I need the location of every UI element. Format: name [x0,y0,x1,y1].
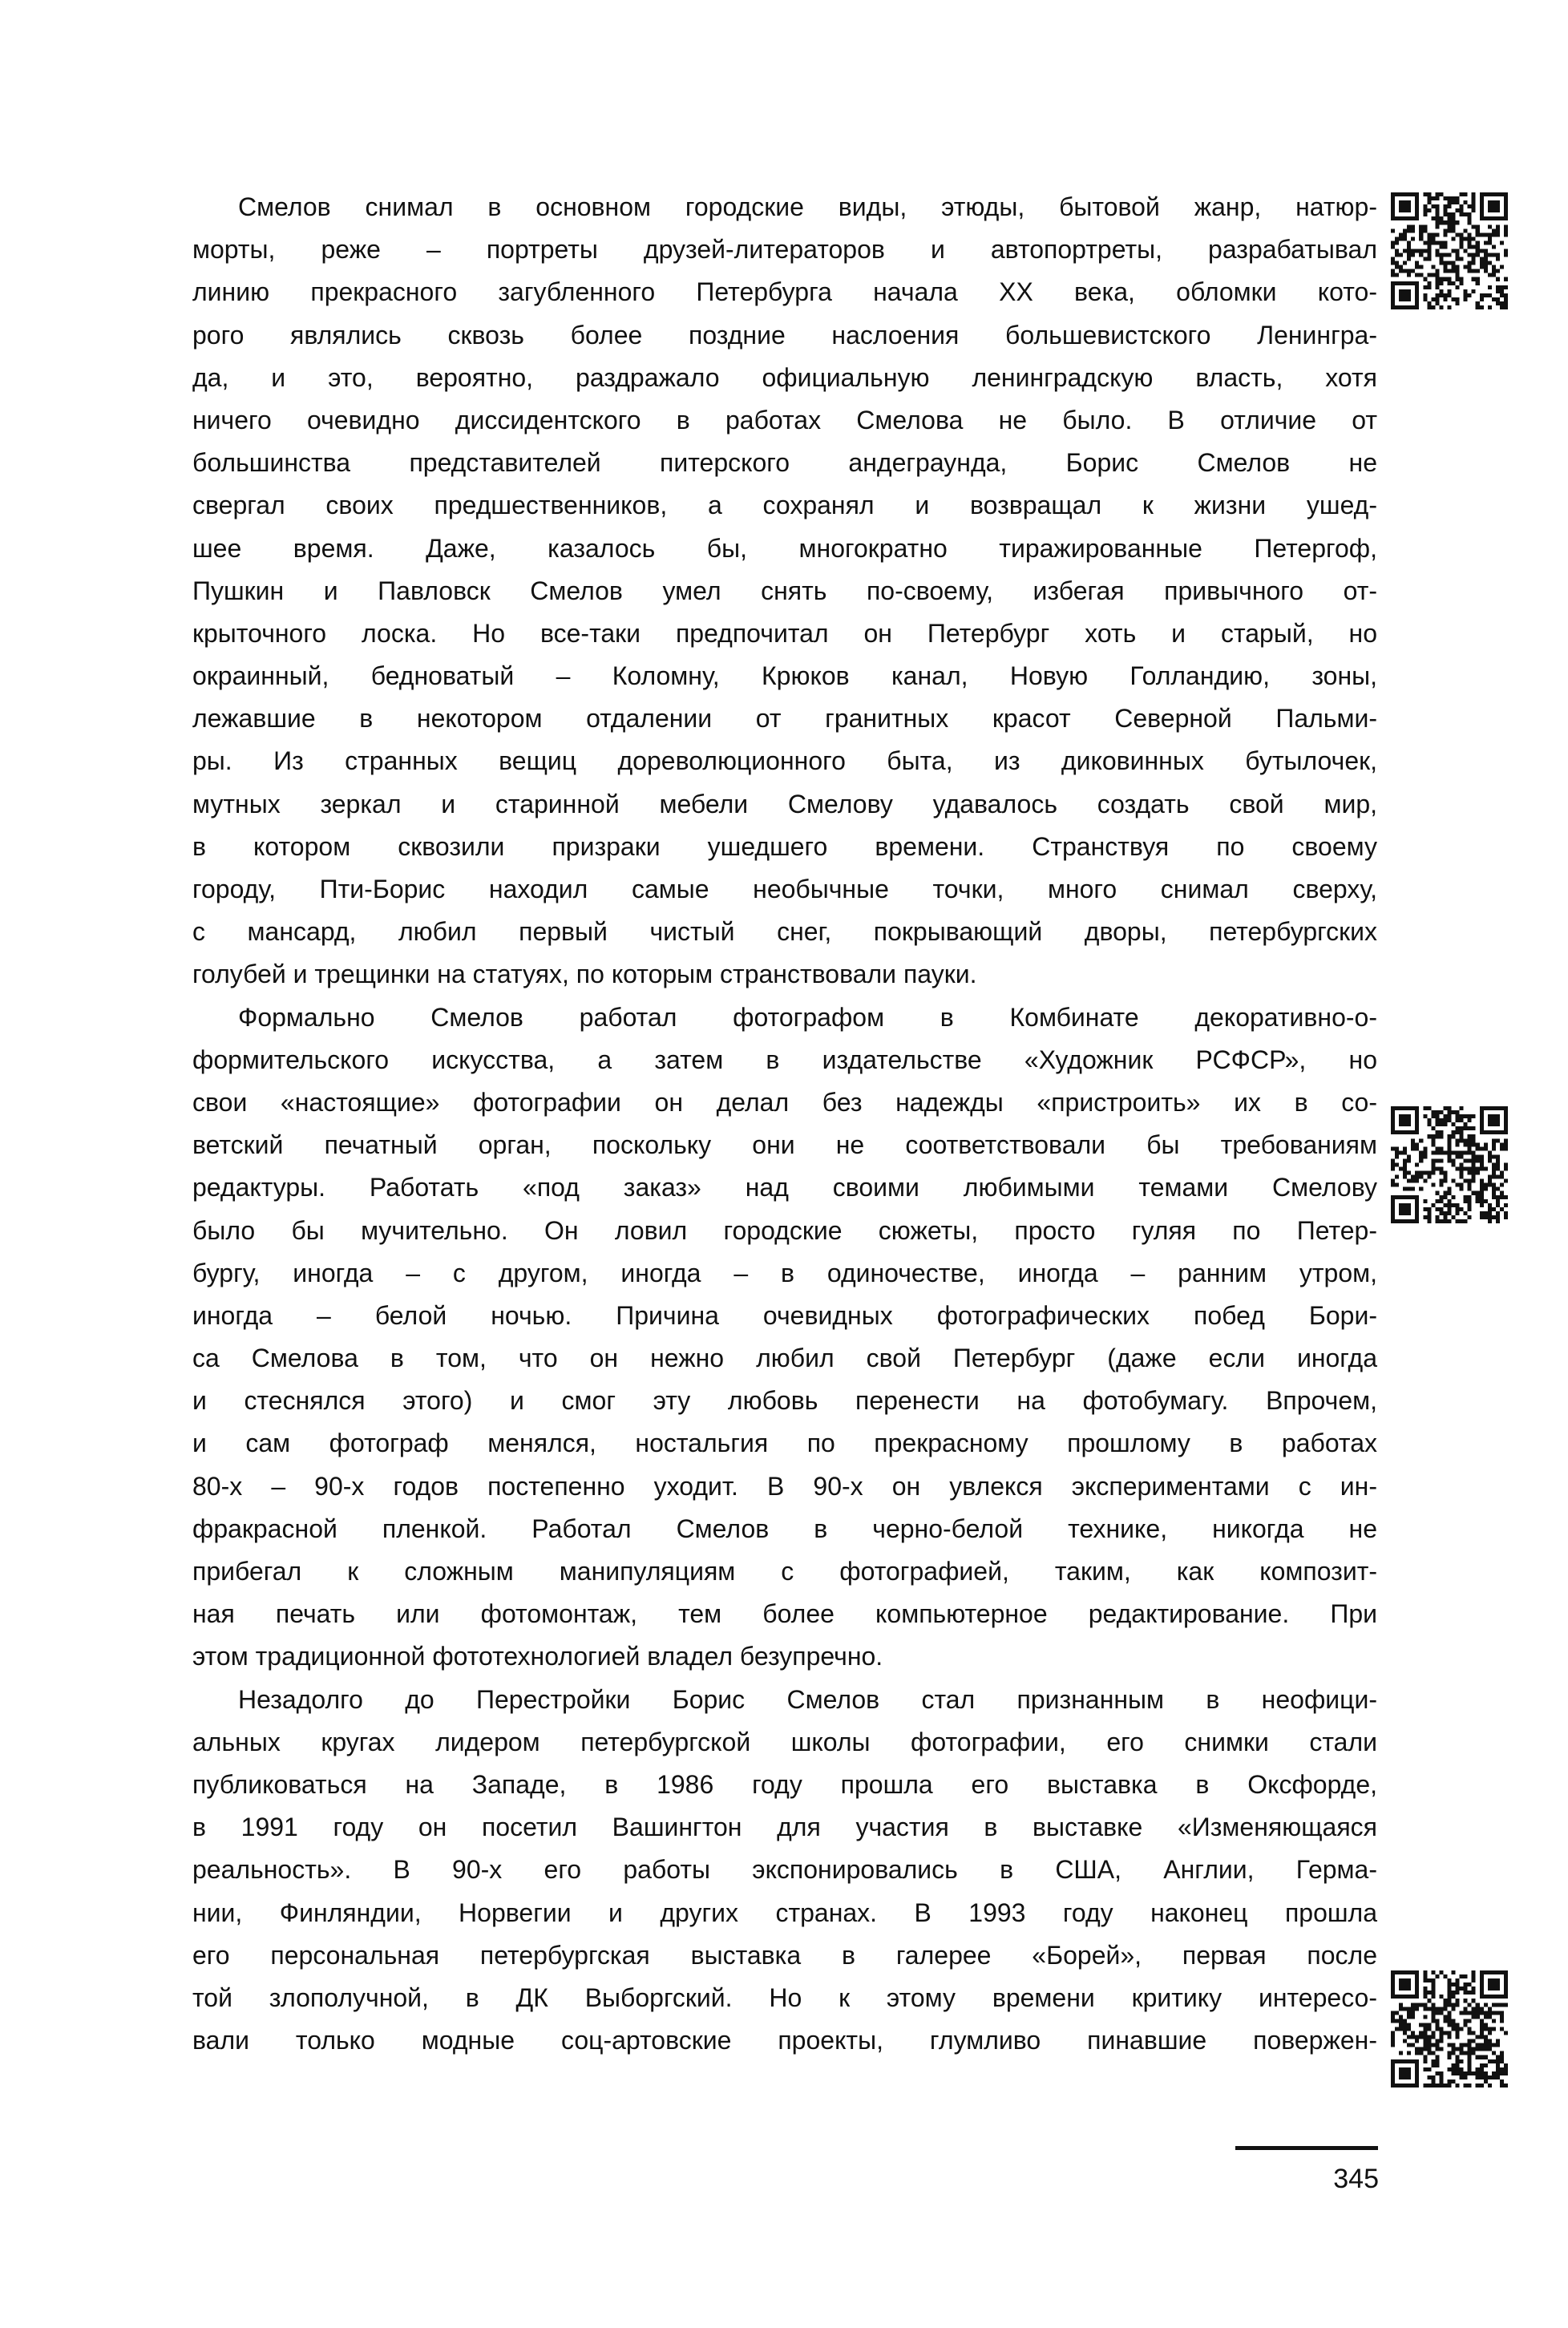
text-line [192,399,1377,442]
text-line [192,740,1377,782]
text-line [192,271,1377,313]
text-line-content: окраинный, бедноватый – Коломну, Крюков канал, Новую Голландию, зоны, [192,661,1377,691]
text-line [192,655,1377,697]
text-line-content: городу, Пти-Борис находил самые необычные точки, много снимал сверху, [192,875,1377,903]
text-line [192,570,1377,612]
qr-code-icon[interactable] [1391,192,1508,309]
text-line [192,1977,1377,2019]
text-line [192,1934,1377,1977]
text-line [192,1422,1377,1465]
text-line-content: в котором сквозили призраки ушедшего времени. Странствуя по своему [192,831,1377,861]
text-line [192,911,1377,953]
text-line [192,697,1377,740]
text-line [192,1721,1377,1764]
text-line-content: мутных зеркал и старинной мебели Смелову удавалось создать свой мир, [192,789,1377,818]
text-line-content: са Смелова в том, что он нежно любил свой Петербург (даже если иногда [192,1344,1377,1373]
text-line-content: Пушкин и Павловск Смелов умел снять по-своему, избегая привычного от- [192,576,1377,605]
text-line-content: ветский печатный орган, поскольку они не соответствовали бы требованиям [192,1130,1377,1160]
text-line-content: нии, Финляндии, Норвегии и других странах. В 1993 году наконец прошла [192,1898,1377,1927]
text-line [192,1337,1377,1380]
text-line-content: фракрасной пленкой. Работал Смелов в черно-белой технике, никогда не [192,1514,1377,1543]
text-line [192,1892,1377,1934]
text-line [192,1806,1377,1849]
text-line [192,1124,1377,1166]
text-line [192,2019,1377,2062]
text-line [192,1550,1377,1593]
text-line-content: ры. Из странных вещиц дореволюционного быта, из диковинных бутылочек, [192,746,1377,776]
text-line [192,1764,1377,1806]
text-line-content: большинства представителей питерского андеграунда, Борис Смелов не [192,448,1377,478]
text-line [192,527,1377,570]
text-line-content: свои «настоящие» фотографии он делал без надежды «пристроить» их в со- [192,1087,1377,1117]
text-line-content: крыточного лоска. Но все-таки предпочитал он Петербург хоть и старый, но [192,618,1377,648]
text-line-content: морты, реже – портреты друзей-литераторов и автопортреты, разрабатывал [192,235,1377,265]
text-line-content: Формально Смелов работал фотографом в Комбинате декоративно-о- [238,1002,1377,1032]
text-line [192,314,1377,357]
text-line-content: иногда – белой ночью. Причина очевидных фотографических побед Бори- [192,1300,1377,1330]
paragraph [192,186,1377,996]
text-line [192,1508,1377,1550]
page-number: 345 [1333,2164,1379,2194]
text-line-content: формительского искусства, а затем в издательстве «Художник РСФСР», но [192,1045,1377,1074]
text-line-content: лежавшие в некотором отдалении от гранитных красот Северной Пальми- [192,704,1377,734]
text-line [192,1849,1377,1891]
text-line-content: публиковаться на Западе, в 1986 году прошла его выставка в Оксфорде, [192,1769,1377,1799]
text-line-content: альных кругах лидером петербургской школы фотографии, его снимки стали [192,1727,1377,1756]
text-line-content: ничего очевидно диссидентского в работах Смелова не было. В отличие от [192,405,1377,434]
text-line [192,1081,1377,1124]
text-line-content: реальность». В 90-х его работы экспонировались в США, Англии, Герма- [192,1855,1377,1885]
text-line-content: Смелов снимал в основном городские виды, этюды, бытовой жанр, натюр- [238,192,1377,221]
text-line-content: с мансард, любил первый чистый снег, покрывающий дворы, петербургских [192,917,1377,947]
text-line-content: и стеснялся этого) и смог эту любовь перенести на фотобумагу. Впрочем, [192,1386,1377,1416]
text-line [192,953,1377,996]
footer-rule [1235,2146,1378,2150]
text-line [192,1380,1377,1422]
text-line-content: и сам фотограф менялся, ностальгия по прекрасному прошлому в работах [192,1429,1377,1458]
text-line [192,783,1377,826]
text-line-content: линию прекрасного загубленного Петербурга начала XX века, обломки кото- [192,277,1377,307]
qr-code-icon[interactable] [1391,1970,1508,2088]
paragraph [192,1679,1377,2063]
text-line [192,357,1377,399]
text-line-content: свергал своих предшественников, а сохранял и возвращал к жизни ушед- [192,491,1377,520]
text-line [192,1593,1377,1635]
text-line-content: Незадолго до Перестройки Борис Смелов стал признанным в неофици- [238,1684,1377,1714]
text-line [192,996,1377,1039]
text-line [192,1039,1377,1081]
text-line-content: прибегал к сложным манипуляциям с фотографией, таким, как композит- [192,1557,1377,1586]
text-line [192,1166,1377,1209]
text-line-content: редактуры. Работать «под заказ» над своими любимыми темами Смелову [192,1173,1377,1202]
text-line [192,228,1377,271]
text-line [192,442,1377,484]
body-text [192,186,1377,2062]
text-line [192,826,1377,868]
text-line-content: ная печать или фотомонтаж, тем более компьютерное редактирование. При [192,1599,1377,1629]
text-line-content: его персональная петербургская выставка в галерее «Борей», первая после [192,1940,1377,1970]
text-line [192,868,1377,911]
text-line-content: шее время. Даже, казалось бы, многократно тиражированные Петергоф, [192,533,1377,563]
text-line [192,612,1377,655]
text-line [192,1679,1377,1721]
text-line [192,186,1377,228]
text-line-content: было бы мучительно. Он ловил городские сюжеты, просто гуляя по Петер- [192,1215,1377,1245]
text-line-content: рого являлись сквозь более поздние наслоения большевистского Ленингра- [192,320,1377,350]
text-line [192,1210,1377,1252]
qr-code-icon[interactable] [1391,1106,1508,1223]
text-line [192,1465,1377,1508]
text-line-content: 80-х – 90-х годов постепенно уходит. В 90-х он увлекся экспериментами с ин- [192,1471,1377,1501]
text-line [192,1635,1377,1678]
text-line-content: этом традиционной фототехнологией владел безупречно. [192,1642,883,1671]
text-line-content: в 1991 году он посетил Вашингтон для участия в выставке «Изменяющаяся [192,1813,1377,1842]
text-line [192,1252,1377,1295]
paragraph [192,996,1377,1679]
text-line-content: вали только модные соц-артовские проекты, глумливо пинавшие повержен- [192,2026,1377,2055]
text-line-content: той злополучной, в ДК Выборгский. Но к этому времени критику интересо- [192,1982,1377,2012]
text-line [192,1295,1377,1337]
text-line-content: да, и это, вероятно, раздражало официальную ленинградскую власть, хотя [192,362,1377,392]
text-line-content: бургу, иногда – с другом, иногда – в одиночестве, иногда – ранним утром, [192,1258,1377,1287]
text-line-content: голубей и трещинки на статуях, по которым странствовали пауки. [192,960,977,989]
text-line [192,484,1377,527]
